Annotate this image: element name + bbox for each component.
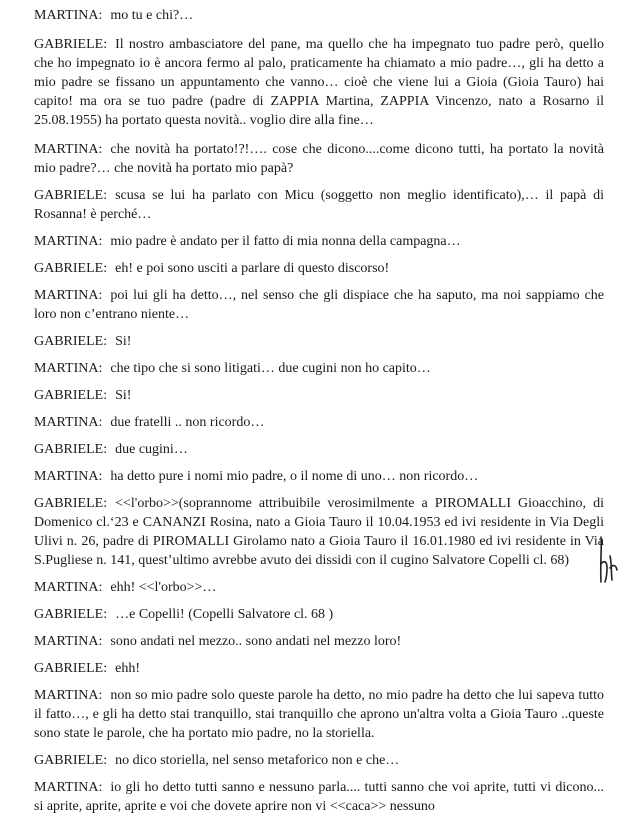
speech-text: sono andati nel mezzo.. sono andati nel mezzo loro! [110,634,402,649]
transcript-entry [34,440,604,459]
speaker-label: MARTINA: [34,288,103,303]
speaker-label: MARTINA: [34,361,103,376]
transcript-entry [34,186,604,224]
speech-text: ehh! [115,661,140,676]
transcript-entry [34,35,604,130]
transcript-page [34,6,604,816]
speech-text: eh! e poi sono usciti a parlare di questo discorso! [115,261,390,276]
transcript-entry [34,386,604,405]
speech-text: due fratelli .. non ricordo… [110,415,265,430]
transcript-entry [34,140,604,178]
speech-text: poi lui gli ha detto…, nel senso che gli dispiace che ha saputo, ma noi sappiamo che loro non c’entrano niente… [34,288,604,322]
speech-text: due cugini… [115,442,188,457]
transcript-entry [34,232,604,251]
transcript-entry [34,413,604,432]
speaker-label: MARTINA: [34,8,103,23]
speaker-label: MARTINA: [34,415,103,430]
speech-text: non so mio padre solo queste parole ha detto, no mio padre ha detto che lui sapeva tutto il fatto…, e gli ha detto stai tranquillo, stai tranquillo che aprono un'altra volta a Gioia Tauro ..queste sono state le parole, che ha portato mio padre, no la storiella. [34,688,604,741]
speaker-label: GABRIELE: [34,37,108,52]
speech-text: no dico storiella, nel senso metaforico non e che… [115,753,400,768]
speaker-label: MARTINA: [34,780,103,795]
transcript-entry [34,359,604,378]
speaker-label: MARTINA: [34,142,103,157]
transcript-entry [34,332,604,351]
speaker-label: MARTINA: [34,688,103,703]
handwritten-initials [596,534,620,586]
transcript-entry [34,632,604,651]
transcript-entry [34,605,604,624]
transcript-entry [34,686,604,743]
speaker-label: GABRIELE: [34,753,108,768]
transcript-entry [34,578,604,597]
speech-text: che tipo che si sono litigati… due cugini non ho capito… [110,361,431,376]
transcript-entry [34,494,604,570]
transcript-entry [34,467,604,486]
transcript-entry [34,6,604,25]
speaker-label: GABRIELE: [34,261,108,276]
transcript-entry [34,659,604,678]
speaker-label: GABRIELE: [34,388,108,403]
speech-text: ha detto pure i nomi mio padre, o il nome di uno… non ricordo… [110,469,479,484]
speech-text: io gli ho detto tutti sanno e nessuno parla.... tutti sanno che voi aprite, tutti vi dicono... si aprite, aprite, aprite e voi che dovete aprire non vi <<caca>> nessuno [34,780,604,814]
speech-text: Si! [115,388,132,403]
transcript-entry [34,751,604,770]
speaker-label: GABRIELE: [34,496,108,511]
speech-text: mo tu e chi?… [110,8,194,23]
speaker-label: GABRIELE: [34,442,108,457]
speaker-label: GABRIELE: [34,334,108,349]
speaker-label: MARTINA: [34,469,103,484]
speech-text: …e Copelli! (Copelli Salvatore cl. 68 ) [115,607,334,622]
speech-text: scusa se lui ha parlato con Micu (soggetto non meglio identificato),… il papà di Rosanna! è perché… [34,188,604,222]
speech-text: Si! [115,334,132,349]
speaker-label: GABRIELE: [34,188,108,203]
speaker-label: MARTINA: [34,580,103,595]
speech-text: Il nostro ambasciatore del pane, ma quello che ha impegnato tuo padre però, quello che ho impegnato io è ancora fermo al palo, praticamente ha chiamato a mio padre…, gli ha detto a mio padre se fissano un appuntamento che vanno… cioè che viene lui a Gioia (Gioia Tauro) hai capito! ma ora se tuo padre (padre di ZAPPIA Martina, ZAPPIA Vincenzo, nato a Rosarno il 25.08.1955) ha portato questa novità.. voglio dire alla fine… [34,37,604,128]
transcript-entry [34,286,604,324]
transcript-entry [34,259,604,278]
speech-text: ehh! <<l'orbo>>… [110,580,217,595]
speaker-label: GABRIELE: [34,607,108,622]
speech-text: <<l'orbo>>(soprannome attribuibile verosimilmente a PIROMALLI Gioacchino, di Domenico cl.‘23 e CANANZI Rosina, nato a Gioia Tauro il 10.04.1953 ed ivi residente in Via Degli Ulivi n. 26, padre di PIROMALLI Girolamo nato a Gioia Tauro il 16.01.1980 ed ivi residente in Via S.Pugliese n. 141, quest’ultimo avrebbe avuto dei dissidi con il cugino Salvatore Copelli cl. 68) [34,496,604,568]
speaker-label: MARTINA: [34,234,103,249]
speech-text: che novità ha portato!?!…. cose che dicono....come dicono tutti, ha portato la novità mio padre?… che novità ha portato mio papà? [34,142,604,176]
speech-text: mio padre è andato per il fatto di mia nonna della campagna… [110,234,461,249]
speaker-label: MARTINA: [34,634,103,649]
speaker-label: GABRIELE: [34,661,108,676]
